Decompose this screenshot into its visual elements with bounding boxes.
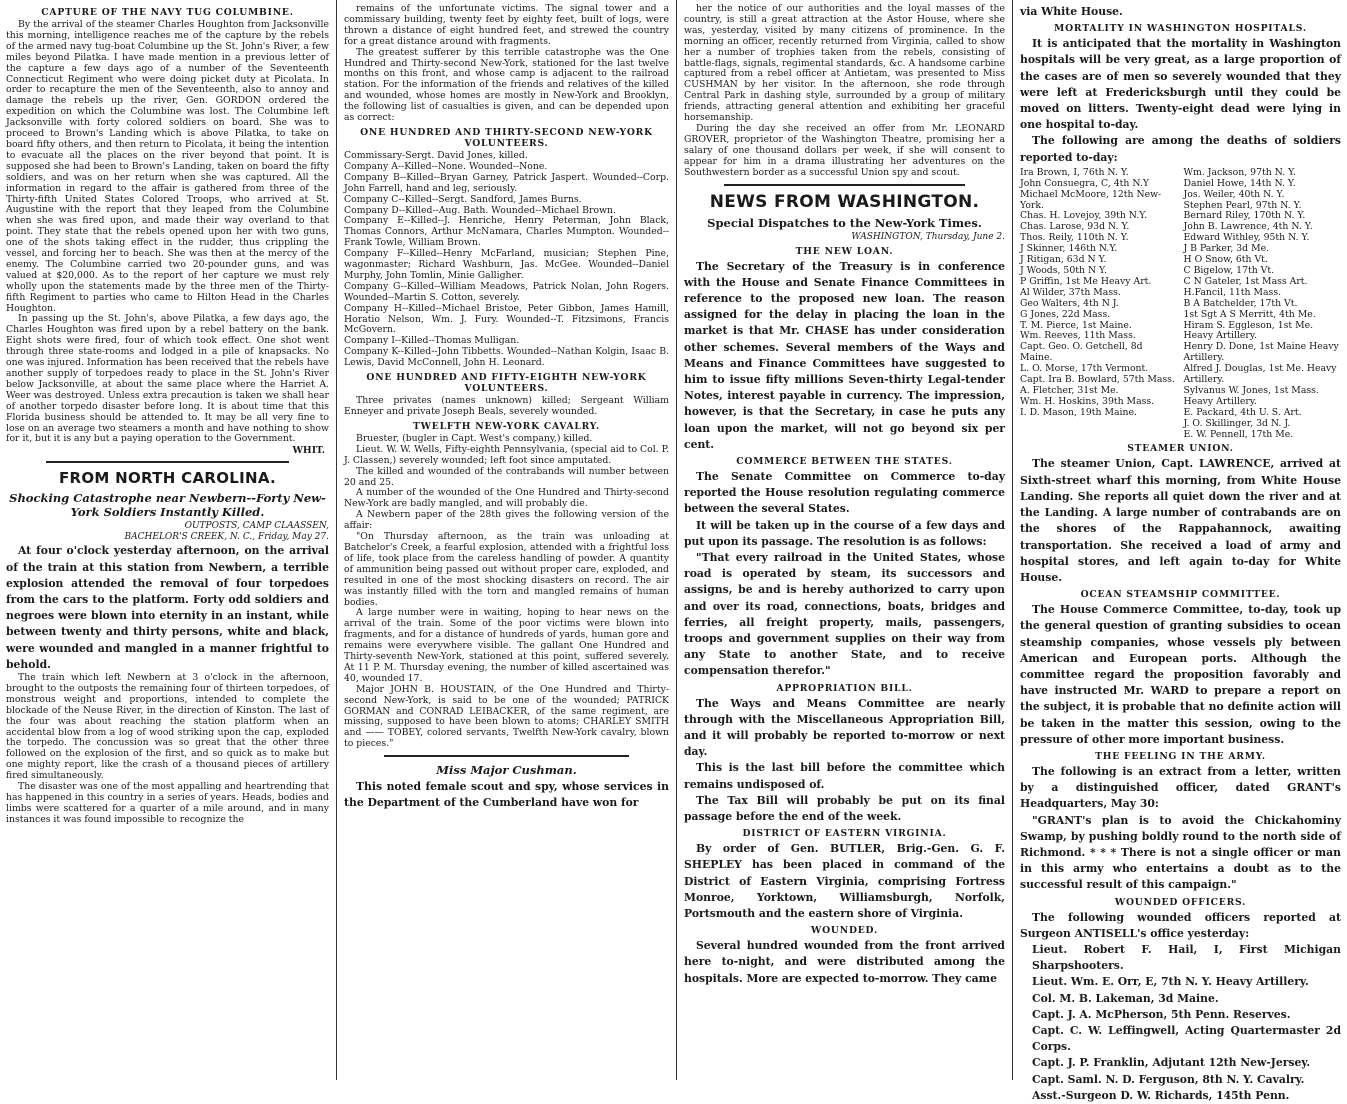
paragraph: This is the last bill before the committee which remains undisposed of. [684,761,1005,791]
section-heading: ONE HUNDRED AND THIRTY-SECOND NEW-YORK VOLUNTEERS. [360,126,653,149]
list-item: Lieut. Wm. E. Orr, E, 7th N. Y. Heavy Artillery. [1032,975,1309,989]
list-item: J Woods, 50th N Y. [1020,264,1107,276]
list-item: J B Parker, 3d Me. [1183,243,1270,255]
column-2 [338,0,675,1080]
list-item: Company E--Killed--J. Henriche, Henry Peterman, John Black, Thomas Connors, Arthur McNamara, Charles Mumpton. Wounded--Frank Towle, William Brown. [344,215,669,249]
list-item: T. M. Pierce, 1st Maine. [1020,319,1132,331]
paragraph: Major JOHN B. HOUSTAIN, of the One Hundred and Thirty-second New-York, is said to be one of the wounded; PATRICK GORMAN and CONRAD LEIBACKER, of the same regiment, are missing, supposed to have been blown to atoms; CHARLEY SMITH and —— TOBEY, colored servants, Twelfth New-York cavalry, blown to pieces." [344,683,669,750]
dateline: OUTPOSTS, CAMP CLAASSEN, [184,521,329,532]
subheadline-catastrophe: Shocking Catastrophe near Newbern--Forty New-York Soldiers Instantly Killed. [9,491,326,520]
list-item: Company D--Killed--Aug. Bath. Wounded--Michael Brown. [344,204,616,216]
paragraph: via White House. [1020,5,1123,18]
headline-columbine: CAPTURE OF THE NAVY TUG COLUMBINE. [41,7,294,18]
list-item: Chas. Larose, 93d N. Y. [1020,221,1130,233]
list-item: Bernard Riley, 170th N. Y. [1183,210,1306,222]
paragraph: The train which left Newbern at 3 o'clock in the afternoon, brought to the outposts the remaining four of thirteen torpedoes, of monstrous weight and proportions, intended to complete the blockade of the Neuse River, in the direction of Kinston. The last of the four was about reaching the station platform when an accidental blow from a log of wood striking upon the cap, exploded the torpedo. The concussion was so great that the other three followed on the explosion of the first, and so quick as to make but one mighty report, like the crash of a thousand pieces of artillery fired simultaneously. [6,671,329,782]
column-4 [1014,0,1347,1102]
paragraph: The Ways and Means Committee are nearly through with the Miscellaneous Appropriation Bill, and it will probably be reported to-morrow or next day. [684,696,1005,759]
list-item: Commissary-Sergt. David Jones, killed. [344,149,528,161]
article-columbine [6,20,329,445]
list-item: Hiram S. Eggleson, 1st Me. Heavy Artillery. [1183,319,1314,342]
section-body [1020,764,1341,894]
list-item: J Skinner, 146th N.Y. [1020,243,1118,255]
list-item: H.Fancil, 11th Mass. [1183,286,1282,298]
paragraph: The disaster was one of the most appalling and heartrending that has happened in this country in a series of years. Heads, bodies and limbs were scattered for a quarter of a mile around, and in many instances it was found impossible to recognize the [6,781,329,825]
column-3 [678,0,1011,1080]
section-body [1020,602,1341,748]
list-item: H O Snow, 6th Vt. [1183,254,1268,266]
list-item: J. O. Skillinger, 3d N. J. [1183,417,1291,429]
list-item: Thos. Reily, 110th N. Y. [1020,232,1129,244]
list-item: Jos. Weiler, 40th N. Y. [1183,188,1285,200]
paragraph: "GRANT's plan is to avoid the Chickahominy Swamp, by pushing boldly round to the north side of Richmond. * * * There is not a single officer or man in this army who entertains a doubt as to the successful result of this campaign." [1020,813,1341,892]
list-item: Wm. H. Hoskins, 39th Mass. [1020,395,1155,407]
paragraph: Several hundred wounded from the front arrived here to-night, and were distributed among the hospitals. More are expected to-morrow. They came [684,939,1005,985]
section-heading: WOUNDED. [811,925,878,937]
list-item: 1st Sgt A S Merritt, 4th Me. [1183,308,1316,320]
paragraph: "That every railroad in the United States, whose road is operated by steam, its successors and assigns, be and is hereby authorized to carry upon and over its road, connections, boats, bridges and ferries, all freight property, mails, passengers, troops and government supplies on their way from any State to another State, and to receive compensation therefor." [684,550,1005,678]
article-body [6,673,329,826]
list-item: Col. M. B. Lakeman, 3d Maine. [1032,991,1219,1005]
subheadline-dispatches: Special Dispatches to the New-York Times. [707,215,982,230]
list-item: Lieut. Robert F. Hail, I, First Michigan Sharpshooters. [1032,942,1341,973]
column-rule [676,0,677,1080]
headline-cushman: Miss Major Cushman. [436,763,577,778]
headline-washington: NEWS FROM WASHINGTON. [709,191,980,212]
paragraph: The Tax Bill will probably be put on its final passage before the end of the week. [684,793,1005,823]
section-body [684,469,1005,680]
article-lead [344,779,669,811]
paragraph: A number of the wounded of the One Hundred and Thirty-second New-York are badly mangled, and will probably die. [344,487,669,510]
article-continued [344,4,669,124]
list-item: Sylvanus W. Jones, 1st Mass. Heavy Artillery. [1183,384,1319,407]
paragraph: A Newbern paper of the 28th gives the following version of the affair: [344,509,669,532]
section-body [684,259,1005,453]
list-item: A. Fletcher, 31st Me. [1020,384,1119,396]
list-item: E. Packard, 4th U. S. Art. [1183,406,1302,418]
section-heading: DISTRICT OF EASTERN VIRGINIA. [742,828,947,840]
headline-north-carolina: FROM NORTH CAROLINA. [58,469,277,488]
list-item: Company G--Killed--William Meadows, Patrick Nolan, John Rogers. Wounded--Martin S. Cotton, severely. [344,280,669,303]
list-item: Michael McMoore, 12th New-York. [1020,188,1162,211]
paragraph: In passing up the St. John's, above Pilatka, a few days ago, the Charles Houghton was fired upon by a rebel battery on the bank. Eight shots were fired, four of which took effect. One shot went through three state-rooms and lodged in a pile of knapsacks. No one was injured. Information has been received that the rebels have another supply of torpedoes ready to place in the St. John's River below Jacksonville, at about the same place where the Harriet A. Weer was destroyed. Unless extra precaution is taken we shall hear of another torpedo disaster before long. It is about time that this Florida business should be attended to. It may be all very fine to lose on an average two steamers a month and have nothing to show for it, but it is any but a paying operation to the Government. [6,313,329,445]
section-body [1020,456,1341,586]
divider [384,755,629,757]
section-heading: OCEAN STEAMSHIP COMMITTEE. [1080,589,1281,601]
list-item: Company F--Killed--Henry McFarland, musician; Stephen Pine, wagonmaster; Richard Washburn, Jas. McGee. Wounded--Daniel Murphy, John Tomlin, Minie Galligher. [344,248,669,281]
list-item: E. W. Pennell, 17th Me. [1183,428,1294,440]
section-heading: WOUNDED OFFICERS. [1114,896,1247,908]
paragraph: The following is an extract from a letter, written by a distinguished officer, dated GRANT's Headquarters, May 30: [1020,764,1341,811]
list-item: Company I--Killed--Thomas Mulligan. [344,335,520,347]
section-body [684,938,1005,987]
column-rule [1012,0,1013,1080]
article-continued [1020,4,1341,20]
section-body [344,396,669,418]
list-item: Lieut. W. W. Wells, Fifty-eighth Pennsylvania, (special aid to Col. P. J. Classen,) severely wounded; left foot since amputated. [344,443,669,466]
section-heading: MORTALITY IN WASHINGTON HOSPITALS. [1054,23,1307,35]
section-body [1020,36,1341,166]
divider [724,184,965,186]
section-heading: THE NEW LOAN. [795,245,894,257]
paragraph: The Senate Committee on Commerce to-day reported the House resolution regulating commerce between the several States. [684,469,1005,516]
paragraph: It will be taken up in the course of a few days and put upon its passage. The resolution is as follows: [684,518,1005,548]
list-item: Alfred J. Douglas, 1st Me. Heavy Artillery. [1183,363,1337,386]
column-rule [336,0,337,1080]
list-item: L. O. Morse, 17th Vermont. [1020,363,1149,375]
section-heading: COMMERCE BETWEEN THE STATES. [736,455,953,467]
section-heading: APPROPRIATION BILL. [776,682,913,694]
list-item: Capt. C. W. Leffingwell, Acting Quartermaster 2d Corps. [1032,1023,1341,1054]
list-item: G Jones, 22d Mass. [1020,308,1111,320]
list-item: Henry D. Done, 1st Maine Heavy Artillery. [1183,341,1339,364]
paragraph: The Secretary of the Treasury is in conference with the House and Senate Finance Committees in reference to the proposed new loan. The reason assigned for the delay in placing the loan in the market is that Mr. CHASE has under consideration other schemes. Several members of the Ways and Means and Finance Committees have suggested to him to issue fifty millions Seven-thirty Legal-tender Notes, interest payable in currency. The impression, however, is that the Secretary, in case he puts any loan upon the market, will not go beyond six per cent. [684,259,1005,451]
deaths-list [1020,168,1341,441]
paragraph: The greatest sufferer by this terrible catastrophe was the One Hundred and Thirty-second New-York, stationed for the last twelve months on this front, and whose camp is adjacent to the railroad station. For the information of the friends and relatives of the killed and wounded, whose homes are mostly in New-York and Brooklyn, the following list of casualties is given, and can be depended upon as correct: [344,46,669,124]
paragraph: The following are among the deaths of soldiers reported to-day: [1020,134,1341,164]
divider [46,461,289,463]
paragraph: During the day she received an offer from Mr. LEONARD GROVER, proprietor of the Washington Theatre, promising her a salary of one thousand dollars per week, if she will consent to appear for him in a drama illustrating her adventures on the Southwestern border as a successful Union spy and scout. [684,122,1005,178]
list-item: John B. Lawrence, 4th N. Y. [1183,221,1313,233]
list-item: Al Wilder, 37th Mass. [1020,286,1121,298]
list-item: Wm. Jackson, 97th N. Y. [1183,166,1297,178]
paragraph: By order of Gen. BUTLER, Brig.-Gen. G. F. SHEPLEY has been placed in command of the District of Eastern Virginia, comprising Fortress Monroe, Yorktown, Williamsburgh, Norfolk, Portsmouth and the eastern shore of Virginia. [684,842,1005,921]
list-item: Company K--Killed--John Tibbetts. Wounded--Nathan Kolgin, Isaac B. Lewis, David McConnell, John H. Leonard. [344,346,669,369]
list-item: P Griffin, 1st Me Heavy Art. [1020,275,1152,287]
list-item: Company B--Killed--Bryan Garney, Patrick Jaspert. Wounded--Corp. John Farrell, hand and leg, seriously. [344,171,669,194]
list-item: C Bigelow, 17th Vt. [1183,264,1275,276]
list-item: Capt. Geo. O. Getchell, 8d Maine. [1020,341,1143,364]
paragraph: It is anticipated that the mortality in Washington hospitals will be very great, as a large proportion of the cases are of men so severely wounded that they were left at Fredericksburgh until they could be moved on litters. Twenty-eight dead were lying in one hospital to-day. [1020,37,1341,132]
list-item: Capt. Ira B. Bowlard, 57th Mass. [1020,374,1175,386]
list-item: Capt. J. A. McPherson, 5th Penn. Reserves. [1032,1007,1291,1021]
list-item: J Ritigan, 63d N Y. [1020,254,1107,266]
deaths-list-left [1020,168,1178,441]
section-heading: THE FEELING IN THE ARMY. [1095,750,1266,762]
list-item: Daniel Howe, 14th N. Y. [1183,177,1296,189]
article-continued [684,4,1005,179]
paragraph: The following wounded officers reported at Surgeon ANTISELL's office yesterday: [1020,910,1341,940]
list-item: Company H--Killed--Michael Bristoe, Peter Gibbon, James Hamill, Horatio Nelson, Wm. J. Fury. Wounded--T. Fitzsimons, Francis McGovern. [344,302,669,336]
list-item: Ira Brown, I, 76th N. Y. [1020,166,1129,178]
paragraph: Three privates (names unknown) killed; Sergeant William Enneyer and private Joseph Beals, severely wounded. [344,395,669,417]
dateline: BACHELOR'S CREEK, N. C., Friday, May 27. [124,532,329,543]
casualty-list [344,151,669,369]
list-item: Edward Withley, 95th N. Y. [1183,232,1310,244]
list-item: C N Gateler, 1st Mass Art. [1183,275,1308,287]
paragraph: This noted female scout and spy, whose services in the Department of the Cumberland have won for [344,780,669,810]
paragraph: The House Commerce Committee, to-day, took up the general question of granting subsidies to ocean steamship companies, whose vessels ply between American and European ports. Although the committee regard the proposition favorably and have instructed Mr. WARD to prepare a report on the subject, it is probable that no definite action will be taken in the matter this session, owing to the pressure of other more important business. [1020,603,1341,746]
list-item: Bruester, (bugler in Capt. West's company,) killed. [356,432,593,444]
list-item: I. D. Mason, 19th Maine. [1020,406,1137,418]
list-item: Company C--Killed--Sergt. Sandford, James Burns. [344,193,582,205]
list-item: Capt. J. P. Franklin, Adjutant 12th New-Jersey. [1032,1056,1311,1070]
list-item: John Consuegra, C, 4th N.Y [1020,177,1149,189]
list-item: Capt. Saml. N. D. Ferguson, 8th N. Y. Cavalry. [1032,1072,1305,1086]
paragraph: remains of the unfortunate victims. The signal tower and a commissary building, twenty feet by eighty feet, built of logs, were thrown a distance of eight hundred feet, and strewed the country for a great distance around with fragments. [344,3,669,47]
section-body [684,696,1005,826]
paragraph: The steamer Union, Capt. LAWRENCE, arrived at Sixth-street wharf this morning, from White House Landing. She reports all quiet down the river and at the Landing. A large number of contrabands are on the shores of the Rappahannock, awaiting transportation. She received a load of army and hospital stores, and left again to-day for White House. [1020,457,1341,584]
casualty-list [344,434,669,750]
paragraph: "On Thursday afternoon, as the train was unloading at Batchelor's Creek, a fearful explosion, attended with a frightful loss of life, took place from the careless handling of powder. A quantity of ammunition being passed out without proper care, exploded, and resulted in one of the most shocking disasters on record. The air was instantly filled with the torn and mangled remains of human bodies. [344,531,669,608]
column-1 [0,0,335,1080]
paragraph: A large number were in waiting, hoping to hear news on the arrival of the train. Some of the poor victims were blown into fragments, and for a distance of hundreds of yards, human gore and remains were everywhere visible. The gallant One Hundred and Thirty-seventh New-York, stationed at this point, suffered severely. At 11 P. M. Thursday evening, the number of killed ascertained was 40, wounded 17. [344,607,669,684]
list-item: Chas. H. Lovejoy, 39th N.Y. [1020,210,1148,222]
list-item: Geo Walters, 4th N J. [1020,297,1119,309]
section-heading: TWELFTH NEW-YORK CAVALRY. [413,420,600,432]
list-item: B A Batchelder, 17th Vt. [1183,297,1298,309]
article-lead [6,543,329,673]
dateline: WASHINGTON, Thursday, June 2. [851,231,1005,242]
deaths-list-right [1184,168,1342,441]
list-item: Asst.-Surgeon D. W. Richards, 145th Penn. [1032,1088,1290,1102]
list-item: Wm. Reeves, 11th Mass. [1020,330,1136,342]
list-item: Company A--Killed--None. Wounded--None. [344,160,548,172]
list-item: Stephen Pearl, 97th N. Y. [1183,199,1302,211]
section-heading: ONE HUNDRED AND FIFTY-EIGHTH NEW-YORK VOLUNTEERS. [366,372,647,395]
section-body [1020,910,1341,1104]
section-body [684,841,1005,922]
paragraph: At four o'clock yesterday afternoon, on the arrival of the train at this station from Newbern, a terrible explosion attended the removal of four torpedoes from the cars to the platform. Forty odd soldiers and negroes were blown into eternity in an instant, while between twenty and thirty persons, white and black, were wounded and mangled in a manner frightful to behold. [6,544,329,671]
paragraph: her the notice of our authorities and the loyal masses of the country, is still a great attraction at the Astor House, where she was, yesterday, visited by many citizens of prominence. In the morning an officer, recently returned from Virginia, called to show her a number of trophies taken from the rebels, consisting of battle-flags, signals, regimental standards, &c. A handsome carbine captured from a rebel officer at Antietam, was presented to Miss CUSHMAN by her visitor. In the afternoon, she rode through Central Park in dashing style, surrounded by a group of military friends, attracting general attention and exhibiting her graceful horsemanship. [684,3,1005,124]
section-heading: STEAMER UNION. [1127,443,1234,455]
paragraph: By the arrival of the steamer Charles Houghton from Jacksonville this morning, intelligence reaches me of the capture by the rebels of the armed navy tug-boat Columbine up the St. John's River, a few miles beyond Pilatka. I have made mention in a previous letter of the capture a few days ago of a number of the Seventeenth Connecticut Regiment who were doing picket duty at Picolata. In order to recapture the men of the Seventeenth, also to annoy and damage the rebels up the river, Gen. GORDON ordered the expedition on which the Columbine was lost. The Columbine left Jacksonville with forty colored soldiers on board. She was to proceed to Brown's Landing which is above Pilatka, to take on board fifty others, and then return to Picolata, it being the intention to evacuate all the places on the river beyond that point. It is supposed she had been to Brown's Landing, taken on board the fifty soldiers, and was on her return when she was captured. All the information in regard to the affair is gathered from three of the Thirty-fifth United States Colored Troops, who arrived at St. Augustine with the report that they leaped from the Columbine when she was fired upon, and made their way overland to that point. They state that the rebels opened upon her with two guns, one of the shots taking effect in the rudder, thus crippling the vessel, and forcing her to beach. She was then at the mercy of the enemy. The Columbine carried two 20-pounder guns, and was valued at $20,000. As to the report of her capture we must rely wholly upon the statements made by the three men of the Thirty-fifth Regiment to parties who came to Hilton Head in the Charles Houghton. [6,19,329,314]
signature: WHIT. [292,445,325,457]
paragraph: The killed and wounded of the contrabands will number between 20 and 25. [344,465,669,488]
